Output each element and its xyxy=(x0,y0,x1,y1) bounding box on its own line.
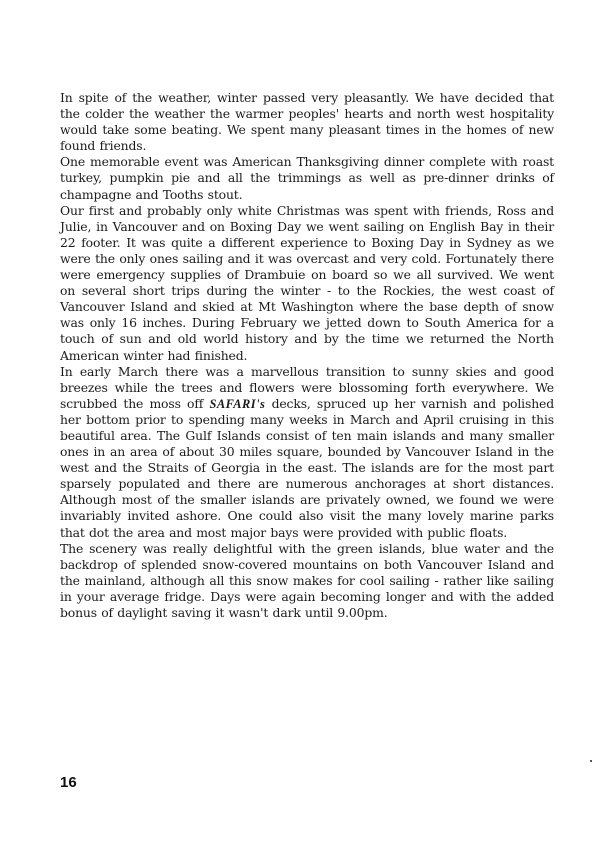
paragraph-thanksgiving: One memorable event was American Thanksgiving dinner complete with roast turkey, pumpkin pie and all the trimmings as well as pre-dinner drinks of champagne and Tooths stout. xyxy=(60,154,554,202)
paragraph-winter: In spite of the weather, winter passed very pleasantly. We have decided that the colder the weather the warmer peoples' hearts and north west hospitality would take some beating. We spent many pleasant times in the homes of new found friends. xyxy=(60,90,554,154)
paragraph-christmas: Our first and probably only white Christmas was spent with friends, Ross and Julie, in Vancouver and on Boxing Day we went sailing on English Bay in their 22 footer. It was quite a different experience to Boxing Day in Sydney as we were the only ones sailing and it was overcast and very cold. Fortunately there were emergency supplies of Drambuie on board so we all survived. We went on several short trips during the winter - to the Rockies, the west coast of Vancouver Island and skied at Mt Washington where the base depth of snow was only 16 inches. During February we jetted down to South America for a touch of sun and old world history and by the time we returned the North American winter had finished. xyxy=(60,202,554,363)
page-number: 16 xyxy=(60,774,77,791)
paragraph-march-start: In early March there was a marvellous transition to sunny skies and good breezes while the trees and flowers were blossoming forth everywhere. We scrubbed the moss off xyxy=(60,363,554,411)
body-text xyxy=(60,90,554,621)
boat-name: SAFARI's xyxy=(209,396,266,411)
paragraph-march xyxy=(60,364,554,541)
paragraph-march-end: decks, spruced up her varnish and polished her bottom prior to spending many weeks in March and April cruising in this beautiful area. The Gulf Islands consist of ten main islands and many smaller ones in an area of about 30 miles square, bounded by Vancouver Island in the west and the Straits of Georgia in the east. The islands are for the most part sparsely populated and there are numerous anchorages at short distances. Although most of the smaller islands are privately owned, we found we were invariably invited ashore. One could also visit the many lovely marine parks that dot the area and most major bays were provided with public floats. xyxy=(60,395,554,540)
margin-mark xyxy=(590,760,592,762)
paragraph-scenery: The scenery was really delightful with the green islands, blue water and the backdrop of splended snow-covered mountains on both Vancouver Island and the mainland, although all this snow makes for cool sailing - rather like sailing in your average fridge. Days were again becoming longer and with the added bonus of daylight saving it wasn't dark until 9.00pm. xyxy=(60,540,554,620)
